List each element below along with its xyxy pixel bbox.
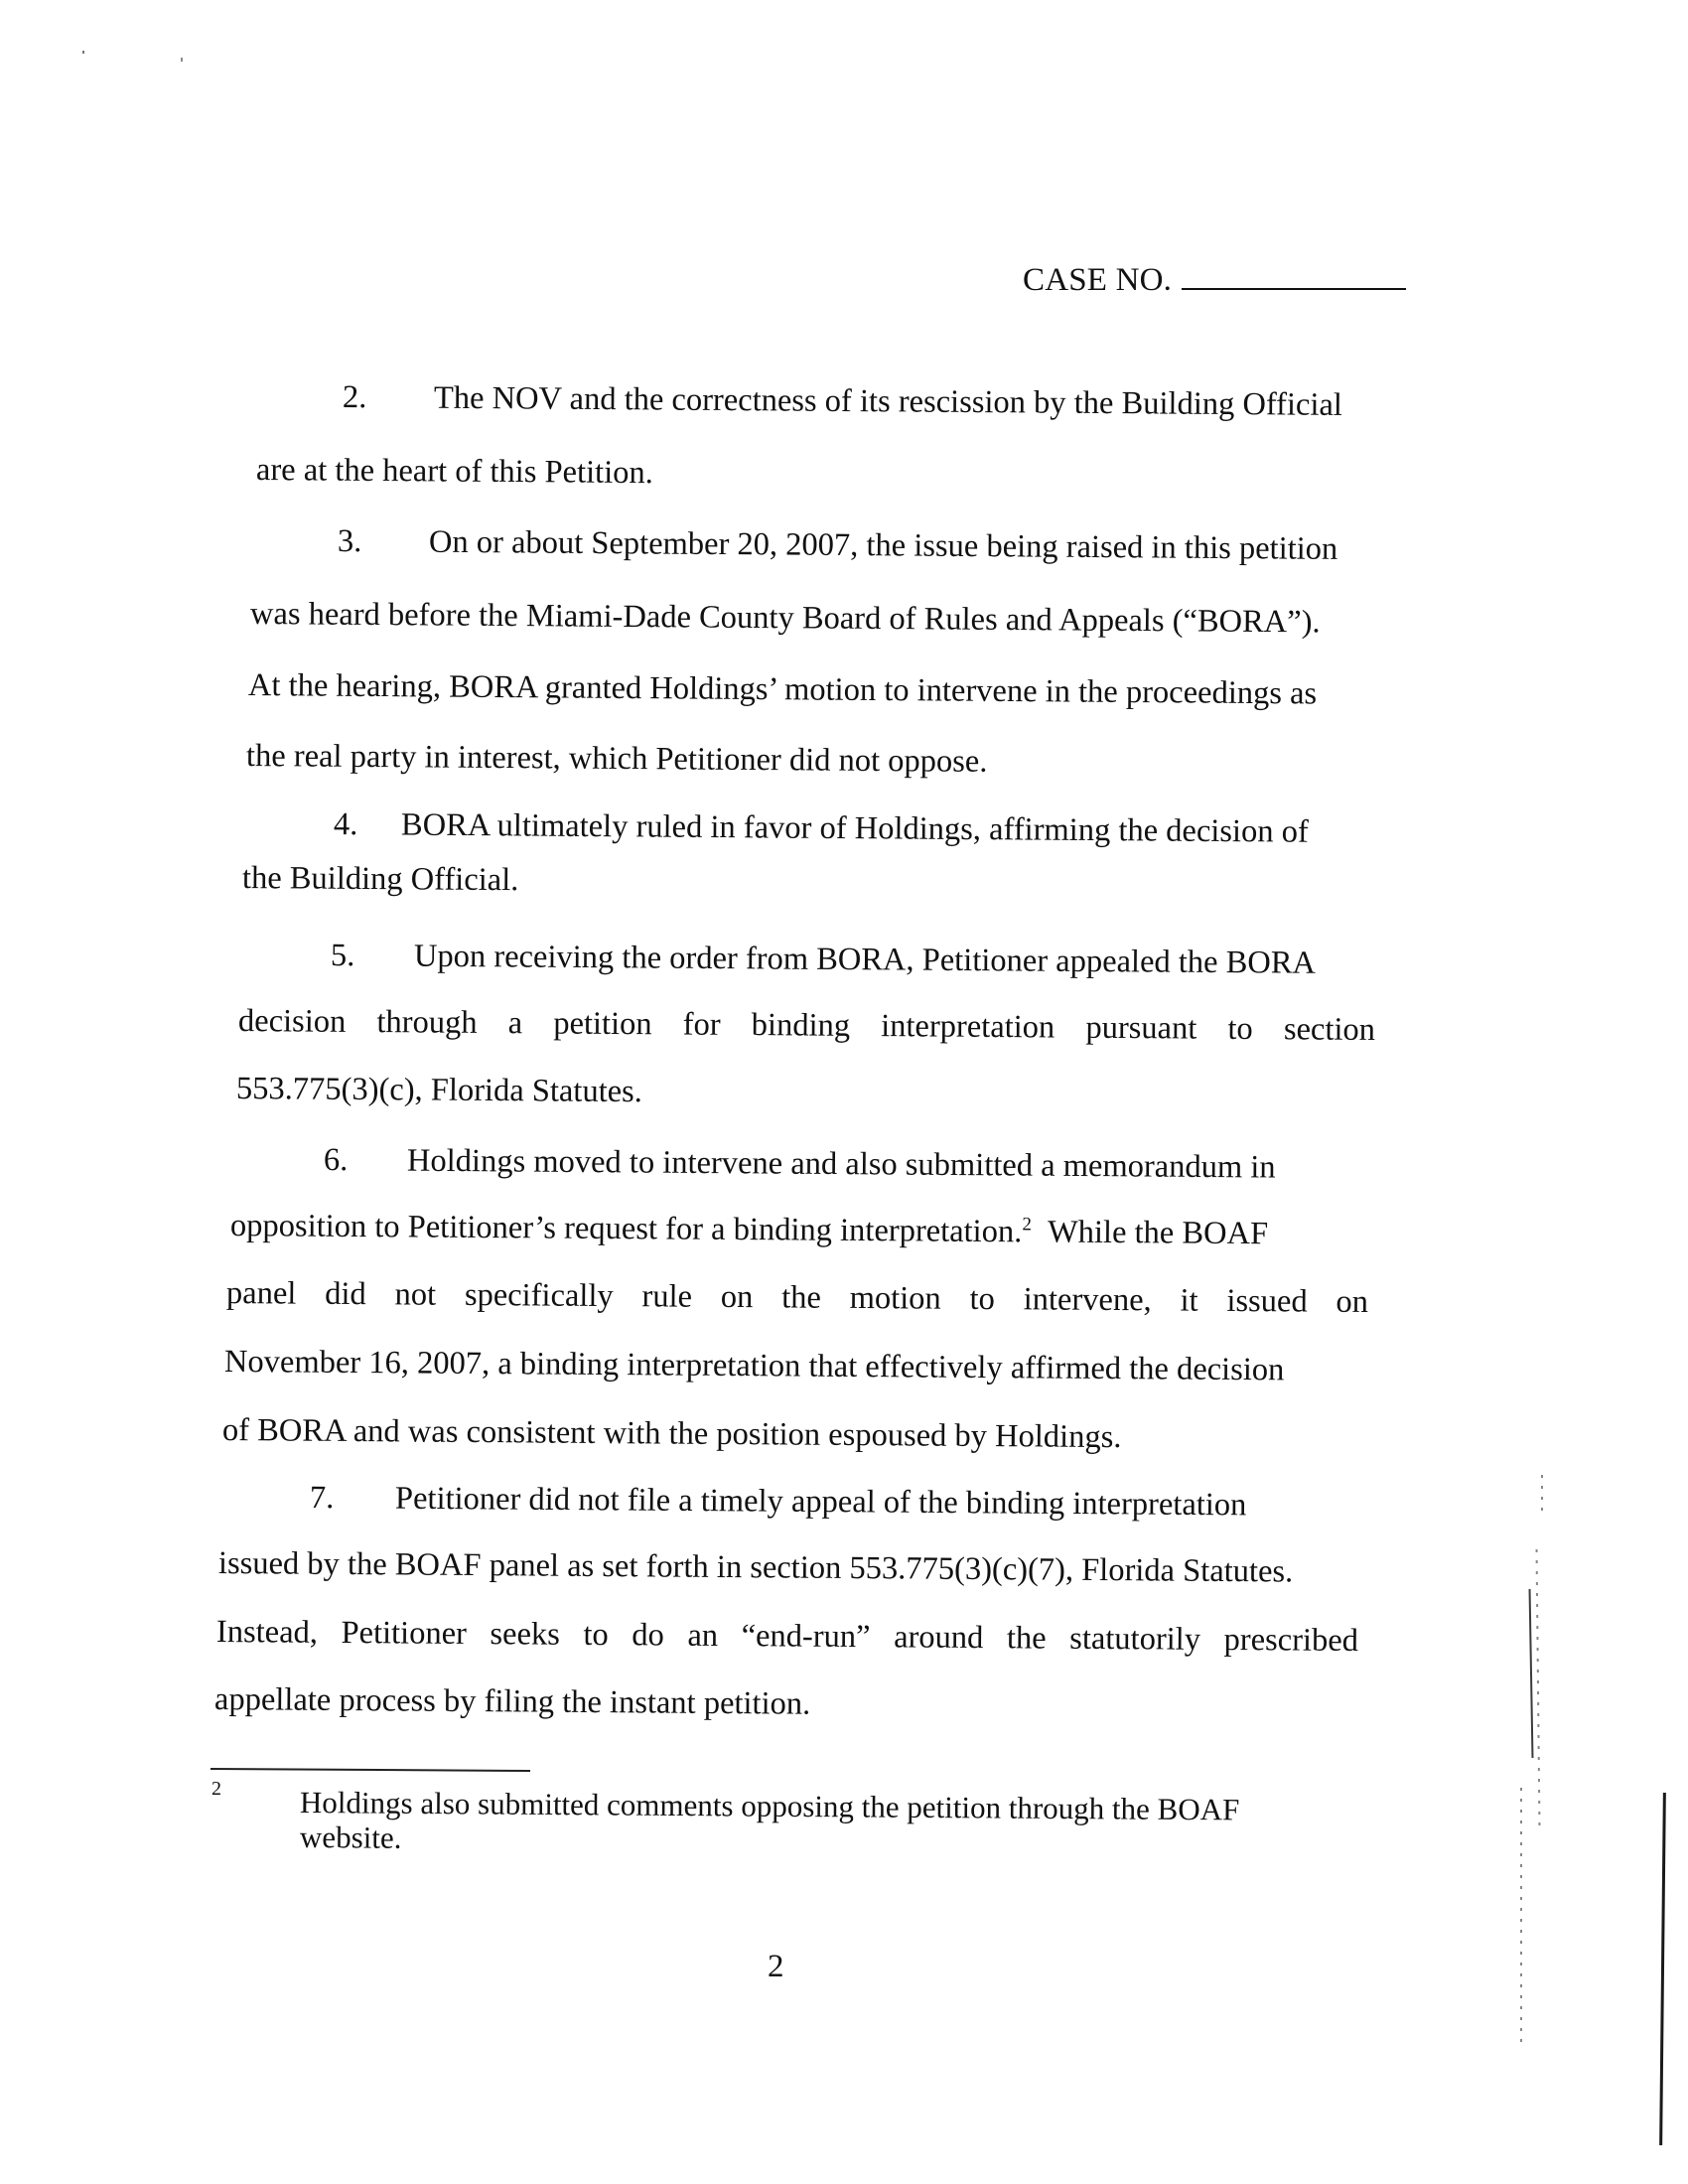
paragraph-text: 553.775(3)(c), Florida Statutes. <box>235 1071 643 1110</box>
paragraph-line <box>226 1275 1368 1321</box>
paragraph-line <box>310 1480 1247 1524</box>
paragraph-line <box>334 806 1309 851</box>
paragraph-text: issued by the BOAF panel as set forth in section 553.775(3)(c)(7), Florida Statutes. <box>217 1545 1294 1590</box>
page-number: 2 <box>768 1949 784 1984</box>
paragraph-line <box>248 667 1317 712</box>
paragraph-line <box>218 1545 1294 1590</box>
paragraph-line <box>250 596 1321 641</box>
scan-artifact <box>1536 1549 1541 1827</box>
case-number-label: CASE NO. <box>1023 262 1173 298</box>
paragraph-text: of BORA and was consistent with the position espoused by Holdings. <box>221 1412 1122 1456</box>
paragraph-text: panel did not specifically rule on the motion to intervene, it issued on <box>225 1275 1369 1321</box>
paragraph-line <box>214 1681 810 1723</box>
paragraph-number: 4. <box>333 806 358 843</box>
paragraph-number: 3. <box>337 523 362 560</box>
case-number-header <box>1023 256 1406 299</box>
paragraph-number: 2. <box>342 379 367 416</box>
paragraph-text: appellate process by filing the instant petition. <box>213 1681 811 1722</box>
scan-artifact <box>1520 1788 1522 2046</box>
paragraph-text: Holdings moved to intervene and also submitted a memorandum in <box>406 1142 1276 1186</box>
paragraph-text: are at the heart of this Petition. <box>255 452 653 492</box>
scan-artifact <box>1659 1793 1666 2145</box>
paragraph-text: Instead, Petitioner seeks to do an “end-run” around the statutorily prescribed <box>215 1614 1359 1660</box>
footnote-marker: 2 <box>211 1778 221 1800</box>
paragraph-line <box>324 1142 1276 1187</box>
footnote-reference[interactable]: 2 <box>1022 1214 1032 1236</box>
paragraph-line <box>222 1412 1122 1456</box>
paragraph-text: On or about September 20, 2007, the issue being raised in this petition <box>428 523 1338 567</box>
paragraph-text: While the BOAF <box>1047 1214 1269 1252</box>
paragraph-text: At the hearing, BORA granted Holdings’ motion to intervene in the proceedings as <box>247 667 1318 712</box>
paragraph-text: November 16, 2007, a binding interpretation that effectively affirmed the decision <box>223 1344 1285 1388</box>
paragraph-text: the real party in interest, which Petitioner did not oppose. <box>245 738 988 780</box>
paragraph-line <box>236 1071 642 1110</box>
case-number-blank-line <box>1182 256 1406 290</box>
paragraph-number: 6. <box>323 1142 349 1179</box>
scan-artifact <box>82 51 84 54</box>
footnote-separator <box>211 1768 530 1772</box>
paragraph-text: decision through a petition for binding interpretation pursuant to section <box>237 1003 1376 1048</box>
paragraph-line <box>246 738 988 781</box>
scan-artifact <box>1541 1475 1543 1515</box>
paragraph-text: opposition to Petitioner’s request for a binding interpretation. <box>229 1208 1023 1250</box>
scan-artifact <box>1529 1589 1534 1758</box>
footnote-text: website. <box>299 1820 402 1855</box>
paragraph-number: 5. <box>330 938 355 974</box>
footnote-text: Holdings also submitted comments opposing the petition through the BOAF <box>299 1785 1240 1827</box>
scan-artifact <box>181 58 183 62</box>
paragraph-line <box>224 1344 1285 1388</box>
paragraph-line <box>343 379 1342 424</box>
paragraph-line <box>331 938 1316 982</box>
paragraph-text: the Building Official. <box>241 860 519 899</box>
paragraph-text: was heard before the Miami-Dade County Board of Rules and Appeals (“BORA”). <box>249 596 1321 641</box>
paragraph-line <box>256 452 653 492</box>
paragraph-line <box>230 1208 1268 1252</box>
paragraph-line <box>242 860 519 899</box>
paragraph-number: 7. <box>309 1480 335 1517</box>
paragraph-text: Petitioner did not file a timely appeal of the binding interpretation <box>394 1480 1247 1524</box>
footnote-line <box>300 1820 402 1856</box>
paragraph-line <box>338 523 1338 568</box>
paragraph-text: The NOV and the correctness of its rescission by the Building Official <box>433 379 1343 423</box>
paragraph-line <box>238 1003 1375 1049</box>
paragraph-line <box>216 1614 1358 1660</box>
footnote-line <box>300 1785 1240 1827</box>
paragraph-text: BORA ultimately ruled in favor of Holdings, affirming the decision of <box>400 806 1309 850</box>
paragraph-text: Upon receiving the order from BORA, Petitioner appealed the BORA <box>413 938 1317 981</box>
